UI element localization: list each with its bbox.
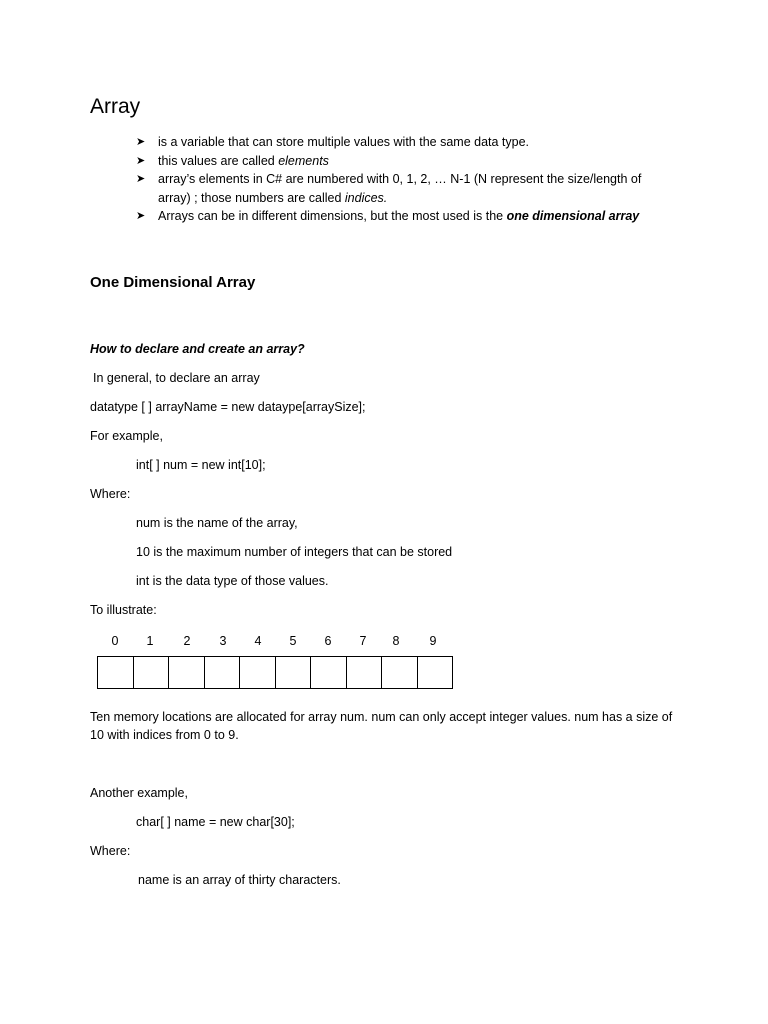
array-index-label: 4: [254, 634, 262, 648]
list-item: [136, 207, 656, 226]
list-item: [136, 170, 656, 207]
bullet-emphasis: elements: [278, 153, 329, 168]
where-item: 10 is the maximum number of integers that can be stored: [136, 545, 453, 559]
array-cell: [205, 657, 241, 688]
syntax-line: datatype [ ] arrayName = new dataype[arraySize];: [90, 400, 366, 414]
array-cell: [240, 657, 276, 688]
where-item: num is the name of the array,: [136, 516, 298, 530]
code-example-1: int[ ] num = new int[10];: [136, 458, 266, 472]
list-item: [136, 152, 656, 171]
array-cell: [169, 657, 205, 688]
arrow-bullet-icon: ➤: [136, 210, 146, 222]
where-item: name is an array of thirty characters.: [138, 873, 341, 887]
array-index-label: 0: [111, 634, 119, 648]
array-index-label: 5: [289, 634, 297, 648]
general-text: In general, to declare an array: [93, 371, 260, 385]
array-index-label: 3: [219, 634, 227, 648]
bullet-emphasis: indices.: [344, 190, 388, 205]
array-cell: [98, 657, 134, 688]
bullet-text: is a variable that can store multiple values with the same data type.: [158, 135, 530, 149]
array-cell: [134, 657, 170, 688]
code-example-2: char[ ] name = new char[30];: [136, 815, 295, 829]
list-item: [136, 133, 656, 152]
another-example-label: Another example,: [90, 786, 188, 800]
array-cell: [347, 657, 383, 688]
question-heading: How to declare and create an array?: [90, 342, 305, 356]
where-item: int is the data type of those values.: [136, 574, 329, 588]
array-cell: [382, 657, 418, 688]
where-label-2: Where:: [90, 844, 131, 858]
array-index-label: 7: [359, 634, 367, 648]
page-title: Array: [90, 95, 141, 118]
array-index-label: 2: [183, 634, 191, 648]
array-cell: [276, 657, 312, 688]
bullet-list: [136, 133, 656, 226]
illustrate-label: To illustrate:: [90, 603, 157, 617]
arrow-bullet-icon: ➤: [136, 173, 146, 185]
arrow-bullet-icon: ➤: [136, 154, 146, 167]
array-index-label: 8: [392, 634, 400, 648]
where-label-1: Where:: [90, 487, 131, 501]
array-index-label: 9: [429, 634, 437, 648]
array-index-label: 1: [146, 634, 154, 648]
section-title: One Dimensional Array: [90, 274, 256, 291]
array-cell: [418, 657, 453, 688]
for-example-label: For example,: [90, 429, 163, 443]
array-diagram: [97, 656, 453, 689]
bullet-text: array’s elements in C# are numbered with 0, 1, 2, … N-1 (N represent the size/length of array) ; those numbers are called: [158, 172, 642, 205]
bullet-emphasis: one dimensional array: [506, 209, 640, 223]
array-index-label: 6: [324, 634, 332, 648]
bullet-text: this values are called: [158, 153, 279, 168]
bullet-text: Arrays can be in different dimensions, but the most used is the: [158, 209, 507, 223]
arrow-bullet-icon: ➤: [136, 136, 146, 148]
explanation-paragraph: Ten memory locations are allocated for array num. num can only accept integer values. num has a size of 10 with indices from 0 to 9.: [90, 710, 673, 742]
array-cell: [311, 657, 347, 688]
